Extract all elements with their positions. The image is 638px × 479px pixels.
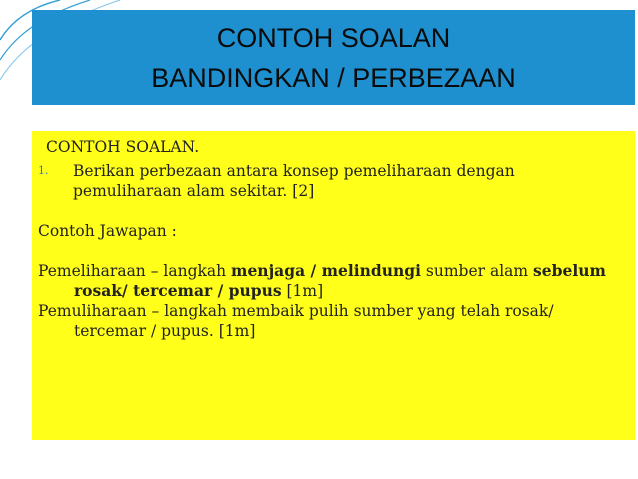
slide-title — [32, 10, 635, 105]
answer1-bold2: sebelum rosak/ tercemar / pupus — [74, 261, 606, 300]
answer-label: Contoh Jawapan : — [38, 222, 177, 240]
title-line-2: BANDINGKAN / PERBEZAAN — [151, 63, 516, 93]
answer1-suffix: [1m] — [281, 282, 324, 300]
answer1-mid: sumber alam — [420, 262, 534, 280]
question-number: 1. — [38, 164, 49, 177]
answer1-prefix: Pemeliharaan – langkah — [38, 262, 232, 280]
question-item — [38, 161, 627, 201]
question-text: Berikan perbezaan antara konsep pemeliharaan dengan pemuliharaan alam sekitar. [2] — [73, 162, 515, 200]
slide-content — [32, 131, 635, 440]
subheading: CONTOH SOALAN. — [46, 138, 200, 156]
answer-pemeliharaan — [38, 261, 627, 301]
title-line-1: CONTOH SOALAN — [216, 23, 451, 53]
answer-pemuliharaan: Pemuliharaan – langkah membaik pulih sumber yang telah rosak/ tercemar / pupus. [1m] — [38, 302, 554, 340]
answer1-bold1: menjaga / melindungi — [231, 261, 421, 280]
